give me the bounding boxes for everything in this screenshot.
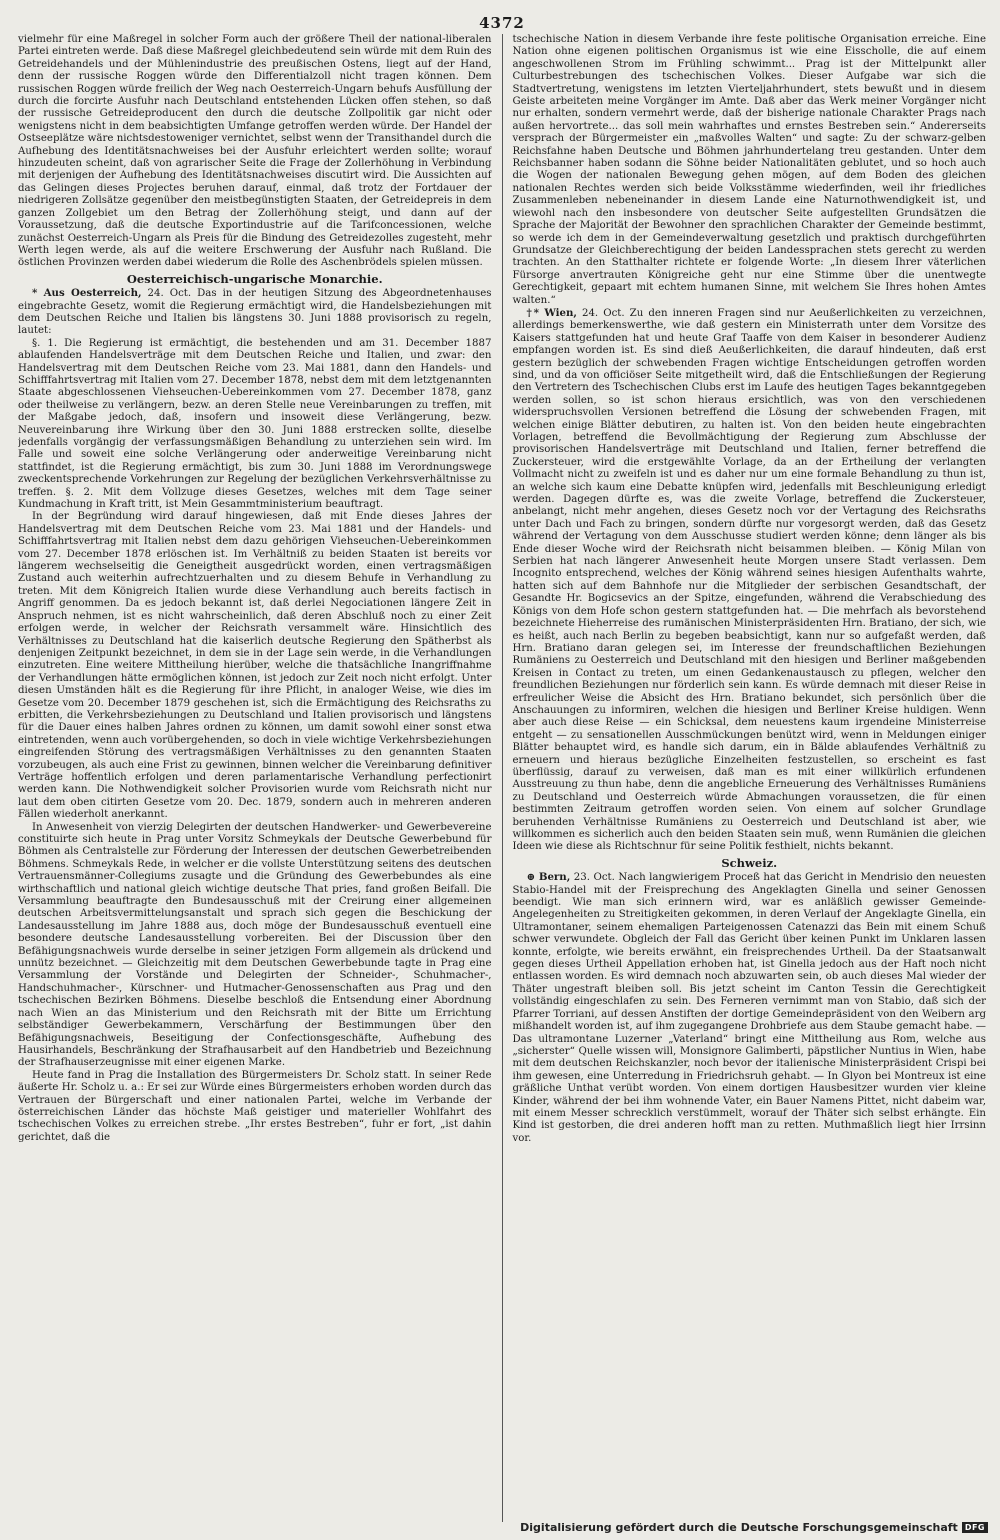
article-paragraph (512, 307, 986, 854)
article-paragraph (18, 34, 492, 270)
article-paragraph (18, 338, 492, 512)
footer (520, 1521, 988, 1534)
paragraph-text: 24. Oct. Das in der heutigen Sitzung des Abgeordnetenhauses eingebrachte Gesetz, womit die Regierung ermächtigt wird, die Handelsbeziehungen mit dem Deutschen Reiche und Italien bis längstens 30. Juni 1888 provisorisch zu regeln, lautet: (18, 288, 492, 337)
paragraph-text: tschechische Nation in diesem Verbande ihre feste politische Organisation erreiche. Eine Nation ohne eigenen politischen Organismus ist wie eine Eisscholle, die auf einem angeschwollenen Strom im Frühling schwimmt... Prag ist der Mittelpunkt aller Culturbestrebungen des tschechischen Volkes. Dieser Aufgabe war sich die Stadtvertretung, wenigstens im letzten Vierteljahrhundert, stets bewußt und in diesem Geiste arbeiteten meine Vorgänger im Amte. Daß aber das Werk meiner Vorgänger nicht nur erhalten, sondern vermehrt werde, daß der bisherige nationale Charakter Prags nach außen hervortrete... das soll mein wahrhaftes und ernstes Bestreben sein.“ Andererseits versprach der Bürgermeister ein „maßvolles Walten“ und sagte: Zu der schwarz-gelben Reichsfahne haben Deutsche und Böhmen jahrhundertelang treu gestanden. Unter dem Reichsbanner haben sodann die Söhne beider Nationalitäten geblutet, und so hoch auch die Wogen der nationalen Bewegung gehen mögen, auf dem Boden des gleichen nationalen Rechtes werden sich beide Volksstämme wiederfinden, weil ihr friedliches Zusammenleben nebeneinander in diesem Lande eine Naturnothwendigkeit ist, und wiewohl nach den insbesondere von deutscher Seite aufgestellten Grundsätzen die Sprache der Majorität der Bewohner den sprachlichen Charakter der Gemeinde bestimmt, so werde ich dem in der Gemeindeverwaltung gesetzlich und praktisch durchgeführten Grundsatze der Gleichberechtigung der beiden Landessprachen stets gerecht zu werden trachten. An den Statthalter richtete er folgende Worte: „In diesem Ihrer väterlichen Fürsorge anvertrauten Königreiche geht nur eine Stimme über die unentwegte Gerechtigkeit, gepaart mit echtem humanen Sinne, mit welchem Sie Ihres hohen Amtes walten.“ (512, 34, 986, 306)
section-heading: Oesterreichisch-ungarische Monarchie. (126, 271, 383, 286)
article-paragraph (512, 871, 986, 1145)
paragraph-text: vielmehr für eine Maßregel in solcher Form auch der größere Theil der national-liberalen Partei eintreten werde. Daß diese Maßregel gleichbedeutend sein würde mit dem Ruin des Getreidehandels und der Mühlenindustrie des preußischen Ostens, liegt auf der Hand, denn der russische Roggen würde den Differentialzoll nicht tragen können. Dem russischen Roggen würde freilich der Weg nach Oesterreich-Ungarn behufs Ausfüllung der durch die forcirte Ausfuhr nach Deutschland entstehenden Lücken offen stehen, so daß der russische Getreideproducent den durch die deutsche Zollpolitik gar nicht oder wenigstens nicht in dem beabsichtigten Umfange getroffen werden würde. Der Handel der Ostseeplätze wäre nichtsdestoweniger vernichtet, selbst wenn der Transithandel durch die Aufhebung des Identitätsnachweises bei der Ausfuhr erleichtert werden sollte; worauf hinzudeuten scheint, daß von agrarischer Seite die Frage der Zollerhöhung in Verbindung mit derjenigen der Aufhebung des Identitätsnachweises discutirt wird. Die Aussichten auf das Gelingen dieses Projectes beruhen darauf, einmal, daß trotz der Fortdauer der niedrigeren Zollsätze gegenüber den meistbegünstigten Staaten, der Getreidepreis in dem ganzen Zollgebiet um den Betrag der Zollerhöhung steigt, und dann auf der Voraussetzung, daß die deutsche Exportindustrie auf die Tarifconcessionen, welche zunächst Oesterreich-Ungarn als Preis für die Bindung des Getreidezolles zugesteht, mehr Werth legen werde, als auf die weitere Erschwerung der Ausfuhr nach Rußland. Die östlichen Provinzen werden dabei wiederum die Rolle des Aschenbrödels spielen müssen. (18, 34, 492, 269)
article-paragraph (18, 287, 492, 338)
article-paragraph (18, 822, 492, 1070)
article-paragraph (512, 34, 986, 307)
page-number: 4372 (479, 14, 525, 32)
dfg-logo: DFG (962, 1522, 988, 1533)
dateline: †* Wien, (526, 306, 577, 319)
paragraph-text: 24. Oct. Zu den inneren Fragen sind nur Aeußerlichkeiten zu verzeichnen, allerdings bemerkenswerthe, wie daß gestern ein Ministerrath unter dem Vorsitze des Kaisers stattgefunden hat und heute Graf Taaffe von dem Kaiser in besonderer Audienz empfangen worden ist. Es sind dieß Aeußerlichkeiten, die darauf hindeuten, daß erst gestern bezüglich der schwebenden Fragen wichtige Entscheidungen getroffen worden sind, und da von officiöser Seite mitgetheilt wird, daß die Entschließungen der Regierung den Vertretern des Tschechischen Clubs erst im Laufe des heutigen Tages bekanntgegeben werden sollen, so ist schon hieraus ersichtlich, was von den verschiedenen widerspruchsvollen Versionen betreffend die Lösung der schwebenden Fragen, mit welchen einige Blätter debutiren, zu halten ist. Von den beiden heute eingebrachten Vorlagen, betreffend die Bevollmächtigung der Regierung zum Abschlusse der provisorischen Handelsverträge mit Deutschland und Italien, ferner betreffend die Zuckersteuer, wird die erstgewählte Vorlage, da an der Ertheilung der verlangten Vollmacht nicht zu zweifeln ist und es daher nur um eine formale Behandlung zu thun ist, an welche sich kaum eine Debatte knüpfen wird, jedenfalls mit Beschleunigung erledigt werden. Dagegen dürfte es, was die zweite Vorlage, betreffend die Zuckersteuer, anbelangt, nicht mehr angehen, dieses Gesetz noch vor der Vertagung des Reichsraths unter Dach und Fach zu bringen, sondern dürfte nur vorgesorgt werden, daß das Gesetz während der Vertagung von dem Ausschusse studiert werden könne; denn länger als bis Ende dieser Woche wird der Reichsrath nicht beisammen bleiben. — König Milan von Serbien hat nach längerer Anwesenheit heute Morgen unsere Stadt verlassen. Dem Incognito entsprechend, welches der König während seines hiesigen Aufenthalts wahrte, hatten sich auf dem Bahnhofe nur die Mitglieder der serbischen Gesandtschaft, der Gesandte Hr. Bogicsevics an der Spitze, eingefunden, während die Verabschiedung des Königs von dem Hofe schon gestern stattgefunden hat. — Die mehrfach als bevorstehend bezeichnete Hieherreise des rumänischen Ministerpräsidenten Hrn. Bratiano, der sich, wie es heißt, auch nach Berlin zu begeben beabsichtigt, kann nur so aufgefaßt werden, daß Hrn. Bratiano daran gelegen sei, im Interesse der freundschaftlichen Beziehungen Rumäniens zu Oesterreich und Deutschland mit den hiesigen und Berliner maßgebenden Kreisen in Contact zu treten, um einen Gedankenaustausch zu pflegen, welcher den freundlichen Beziehungen nur förderlich sein kann. Es würde demnach mit dieser Reise in erfreulicher Weise die Absicht des Hrn. Bratiano bekundet, sich persönlich über die Anschauungen zu informiren, welchen die hiesigen und Berliner Kreise huldigen. Wenn aber auch diese Reise — ein Schicksal, dem neuestens kaum irgendeine Ministerreise entgeht — zu sensationellen Ausschmückungen benützt wird, wenn in Meldungen einiger Blätter behauptet wird, es handle sich darum, ein in Bälde ablaufendes Verhältniß zu erneuern und hieraus bezügliche Einzelheiten festzustellen, so erscheint es fast überflüssig, darauf zu verweisen, daß man es mit einer willkürlich erfundenen Ausstreuung zu thun habe, denn die angebliche Erneuerung des Verhältnisses Rumäniens zu Deutschland und Oesterreich würde Abmachungen voraussetzen, die für einen bestimmten Zeitraum getroffen worden seien. Von einem auf solcher Grundlage beruhenden Verhältnisse Rumäniens zu Oesterreich und Deutschland ist aber, wie willkommen es sicherlich auch den beiden Staaten sein muß, wenn Rumänien die gleichen Ideen wie diese als Richtschnur für seine Politik festhielt, nichts bekannt. (512, 307, 986, 853)
section-heading: Schweiz. (721, 855, 778, 870)
article-paragraph (18, 1070, 492, 1144)
dateline: ⊕ Bern, (526, 871, 571, 884)
paragraph-text: In Anwesenheit von vierzig Delegirten der deutschen Handwerker- und Gewerbevereine constituirte sich heute in Prag unter Vorsitz Schmeykals der Deutsche Gewerbebund für Böhmen als Centralstelle zur Förderung der Interessen der deutschen Gewerbetreibenden Böhmens. Schmeykals Rede, in welcher er die vollste Unterstützung seitens des deutschen Vertrauensmänner-Collegiums zusagte und die Gründung des Gewerbebundes als eine wirthschaftlich und national gleich wichtige deutsche That pries, fand großen Beifall. Die Versammlung beauftragte den Bundesausschuß mit der Creirung einer allgemeinen deutschen Arbeitsvermittelungsanstalt und sprach sich gegen die Beschickung der Landesausstellung im Jahre 1888 aus, doch möge der Bundesausschuß eventuell eine besondere deutsche Landesausstellung vorbereiten. Bei der Discussion über den Befähigungsnachweis wurde derselbe in seiner jetzigen Form allgemein als drückend und unnütz bezeichnet. — Gleichzeitig mit dem Deutschen Gewerbebunde tagte in Prag eine Versammlung der Vorstände und Delegirten der Schneider-, Schuhmacher-, Handschuhmacher-, Kürschner- und Hutmacher-Genossenschaften aus Prag und den tschechischen Bezirken Böhmens. Dieselbe beschloß die Entsendung einer Abordnung nach Wien an das Ministerium und den Reichsrath mit der Bitte um Errichtung selbständiger Gewerbekammern, Verschärfung der Bestimmungen über den Befähigungsnachweis, Beseitigung der Confectionsgeschäfte, Aufhebung des Hausirhandels, Beschränkung der Strafhausarbeit auf den Handbetrieb und Bezeichnung der Strafhauserzeugnisse mit einer eigenen Marke. (18, 821, 492, 1069)
left-column (18, 34, 492, 1522)
paragraph-text: 23. Oct. Nach langwierigem Proceß hat das Gericht in Mendrisio den neuesten Stabio-Handel mit der Freisprechung des Angeklagten Ginella und seiner Genossen beendigt. Wie man sich erinnern wird, war es anläßlich gewisser Gemeinde-Angelegenheiten zu Streitigkeiten gekommen, in deren Verlauf der Angeklagte Ginella, ein Ultramontaner, seinem ehemaligen Parteigenossen Catenazzi das Bein mit einem Schuß schwer verwundete. Obgleich der Fall das Gericht über keinen Punkt im Unklaren lassen konnte, erfolgte, wie bereits erwähnt, ein freisprechendes Urtheil. Da der Staatsanwalt gegen dieses Urtheil Appellation erhoben hat, ist Ginella jedoch aus der Haft noch nicht entlassen worden. Es wird demnach noch abzuwarten sein, ob auch dieses Mal wieder der Thäter ungestraft bleiben soll. Bis jetzt scheint im Canton Tessin die Gerechtigkeit vollständig eingeschlafen zu sein. Des Ferneren vernimmt man von Stabio, daß sich der Pfarrer Torriani, auf dessen Anstiften der dortige Gemeindepräsident von den Weibern arg mißhandelt worden ist, auf ihm zugegangene Drohbriefe aus dem Staube gemacht habe. — Das ultramontane Luzerner „Vaterland“ bringt eine Mittheilung aus Rom, welche aus „sicherster“ Quelle wissen will, Monsignore Galimberti, päpstlicher Nuntius in Wien, habe mit dem deutschen Reichskanzler, noch bevor der italienische Ministerpräsident Crispi bei ihm gewesen, eine Unterredung in Friedrichsruh gehabt. — In Glyon bei Montreux ist eine gräßliche Unthat verübt worden. Von einem dortigen Hausbesitzer wurden vier kleine Kinder, während der bei ihm wohnende Vater, ein Bauer Namens Pittet, nicht dabeim war, mit einem Messer schrecklich verstümmelt, worauf der Thäter sich selbst erhängte. Ein Kind ist gestorben, die drei anderen hofft man zu retten. Muthmaßlich liegt hier Irrsinn vor. (512, 872, 986, 1144)
footer-text: Digitalisierung gefördert durch die Deutsche Forschungsgemeinschaft (520, 1521, 958, 1534)
right-column (512, 34, 986, 1522)
columns (18, 34, 986, 1522)
paragraph-text: §. 1. Die Regierung ist ermächtigt, die bestehenden und am 31. December 1887 ablaufenden Handelsverträge mit dem Deutschen Reiche und Italien, und zwar: den Handelsvertrag mit dem Deutschen Reiche vom 23. Mai 1881, dann den Handels- und Schifffahrtsvertrag mit Italien vom 27. December 1878, nebst dem mit dem letztgenannten Staate abgeschlossenen Viehseuchen-Uebereinkommen vom 27. December 1878, ganz oder theilweise zu verlängern, bezw. an deren Stelle neue Vereinbarungen zu treffen, mit der Maßgabe jedoch, daß, insofern und insoweit diese Verlängerung, bezw. Neuvereinbarung ihre Wirkung über den 30. Juni 1888 erstrecken sollte, dieselbe jedenfalls vorgängig der verfassungsmäßigen Behandlung zu unterziehen sein wird. Im Falle und soweit eine solche Verlängerung oder anderweitige Vereinbarung nicht stattfindet, ist die Regierung ermächtigt, bis zum 30. Juni 1888 im Verordnungswege zweckentsprechende Vorkehrungen zur Regelung der bezüglichen Verkehrsverhältnisse zu treffen. §. 2. Mit dem Vollzuge dieses Gesetzes, welches mit dem Tage seiner Kundmachung in Kraft tritt, ist Mein Gesammtministerium beauftragt. (18, 337, 492, 511)
dateline: * Aus Oesterreich, (32, 287, 142, 300)
column-divider (502, 34, 503, 1522)
paragraph-text: Heute fand in Prag die Installation des Bürgermeisters Dr. Scholz statt. In seiner Rede äußerte Hr. Scholz u. a.: Er sei zur Würde eines Bürgermeisters erhoben worden durch das Vertrauen der Bürgerschaft und einer nationalen Partei, welche im Verbande der österreichischen Länder das höchste Maß geistiger und materieller Wohlfahrt des tschechischen Volkes zu erreichen strebe. „Ihr erstes Bestreben“, fuhr er fort, „ist dahin gerichtet, daß die (18, 1069, 492, 1143)
article-paragraph (18, 511, 492, 821)
paragraph-text: In der Begründung wird darauf hingewiesen, daß mit Ende dieses Jahres der Handelsvertrag mit dem Deutschen Reiche vom 23. Mai 1881 und der Handels- und Schifffahrtsvertrag mit Italien nebst dem dazu gehörigen Viehseuchen-Uebereinkommen vom 27. December 1878 erlöschen ist. Im Verhältniß zu beiden Staaten ist bereits vor längerem wechselseitig die Geneigtheit ausgedrückt worden, einen vertragsmäßigen Zustand auch weiterhin aufrechtzuerhalten und zu diesem Behufe in Verhandlung zu treten. Mit dem Königreich Italien wurde diese Verhandlung auch bereits factisch in Angriff genommen. Da es jedoch bekannt ist, daß derlei Negociationen längere Zeit in Anspruch nehmen, ist es nicht wahrscheinlich, daß deren Abschluß noch zu einer Zeit erfolgen werde, in welcher der Reichsrath versammelt wäre. Hinsichtlich des Verhältnisses zu Deutschland hat die kaiserlich deutsche Regierung den Spätherbst als denjenigen Zeitpunkt bezeichnet, in dem sie in der Lage sein werde, in die Verhandlungen einzutreten. Eine weitere Mittheilung hierüber, welche die thatsächliche Inangriffnahme der Verhandlungen hätte ermöglichen können, ist jedoch zur Zeit noch nicht erfolgt. Unter diesen Umständen hält es die Regierung für ihre Pflicht, in analoger Weise, wie dies im Gesetze vom 20. December 1879 geschehen ist, sich die Ermächtigung des Reichsraths zu erbitten, die Verkehrsbeziehungen zu Deutschland und Italien provisorisch und längstens für die Dauer eines halben Jahres ordnen zu können, um damit sowohl einer sonst etwa eintretenden, wenn auch vorübergehenden, so doch in viele wichtige Verkehrsbeziehungen eingreifenden Störung des vertragsmäßigen Verhältnisses zu den genannten Staaten vorzubeugen, als auch eine Frist zu gewinnen, binnen welcher die Vereinbarung definitiver Verträge hoffentlich erfolgen und deren parlamentarische Verhandlung perfectionirt werden kann. Die Nothwendigkeit solcher Provisorien wurde vom Reichsrath nicht nur laut dem oben citirten Gesetze vom 20. Dec. 1879, sondern auch in mehreren anderen Fällen wiederholt anerkannt. (18, 511, 492, 821)
